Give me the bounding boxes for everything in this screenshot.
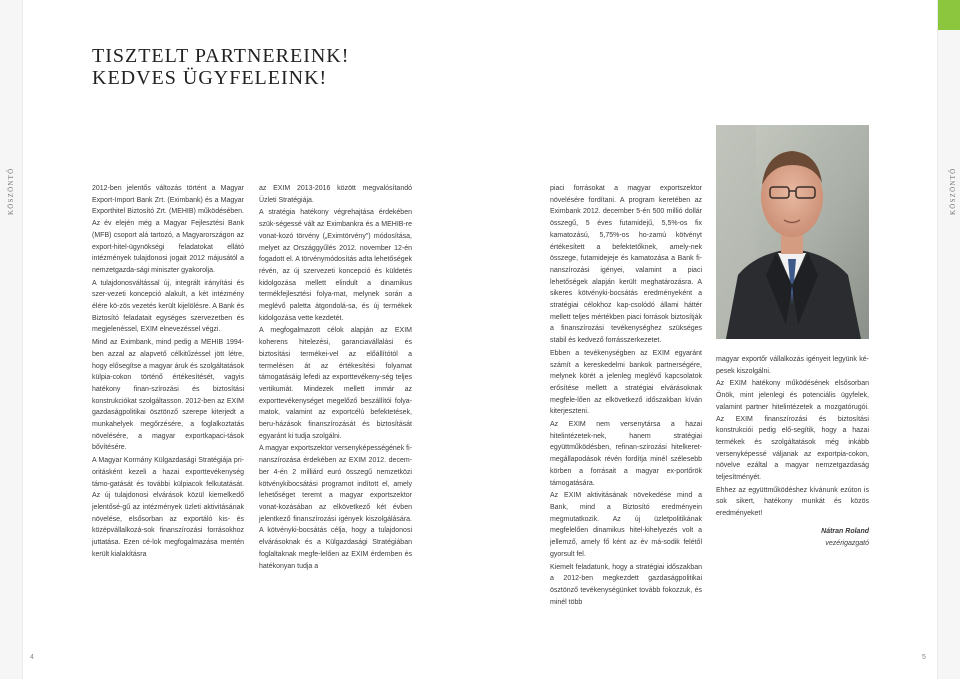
heading-line-2: KEDVES ÜGYFELEINK! xyxy=(92,67,328,89)
paragraph: Ebben a tevékenységben az EXIM egyaránt számít a kereskedelmi bankok partnerségére, melynek körét a jelenleg meglévő kapcsolatok erősítése mellett a stratégiai elvárásoknak megfele-lően az elkövetkező időszakban kíván kiterjeszteni. xyxy=(550,349,702,416)
signature-title: vezérigazgató xyxy=(825,539,869,547)
paragraph: Az EXIM nem versenytársa a hazai hitelintézetek-nek, hanem stratégiai együttműködésben, refinan-szírozási hitelkeret-megállapodások révén fordítja minél szélesebb körben a forrásait a magyar ex-portőrök támogatására. xyxy=(550,421,702,487)
side-label-right: KÖSZÖNTŐ xyxy=(949,167,957,215)
right-page-spine xyxy=(937,0,960,679)
paragraph: A tulajdonosváltással új, integrált irányítási és szer-vezeti koncepció alakult, a két intézmény élére kö-zös vezetés került kijelölésre. A Bank és Biztosító feladatait egységes szervezetben és megjelenéssel, EXIM elnevezéssel végzi. xyxy=(92,279,244,334)
paragraph: A megfogalmazott célok alapján az EXIM koherens hitelezési, garanciavállalási és biztosítási termékei-vel az előállítótól a termelésen át az értékesítési folyamat támogatásáig lefedi az exporttevékeny-ség teljes vertikumát. Mindezek mellett immár az exporttevékenységet megelőző beszállítói folya-matok, valamint az exportcélú befektetések, beru-házások finanszírozását és biztosítását egyaránt ki tudja szolgálni. xyxy=(259,327,412,440)
text-column-4 xyxy=(716,354,869,549)
text-column-3 xyxy=(550,183,702,609)
page-number-right: 5 xyxy=(922,654,926,661)
paragraph: A Magyar Kormány Külgazdasági Stratégiája pri-oritásként kezeli a hazai exporttevékenység támo-gatását és további külpiacok felkutatását. Az új tulajdonosi elvárások közül kiemelkedő jelentősé-gű az intézmények üzleti aktivitásának növelése, elsősorban az exportáló kis- és középvállalkozá-sok finanszírozási forrásokhoz juttatása. Ezen cé-lok megfogalmazása mentén került kialakításra xyxy=(92,457,244,558)
paragraph: magyar exportőr vállalkozás igényeit legyünk ké-pesek kiszolgálni. xyxy=(716,356,869,375)
text-column-1 xyxy=(92,183,244,562)
left-page-spine xyxy=(0,0,23,679)
page-number-left: 4 xyxy=(30,654,34,661)
paragraph: Mind az Eximbank, mind pedig a MEHIB 1994-ben azzal az alapvető célkitűzéssel jött létre, hogy elősegítse a magyar áruk és szolgáltatások külpia-cokon történő értékesítését, vagyis hatékony finan-szírozási és biztosítási konstrukciókat szolgáltasson. 2012-ben az EXIM gazdaságpolitikai ösztönző szerepe kiterjedt a munkahelyek megőrzésére, a foglalkoztatás növelésére, a magyar exportkapaci-tások bővítésére. xyxy=(92,339,244,452)
paragraph: Az EXIM aktivitásának növekedése mind a Bank, mind a Biztosító eredményein megmutatkozik. Az új üzletpolitikának megfelelően dinamikus hitel-kihelyezés volt a jellemző, amely fő ként az év má-sodik felétől gyorsult fel. xyxy=(550,492,702,558)
paragraph: Az EXIM hatékony működésének elsősorban Önök, mint jelenlegi és potenciális ügyfelek, valamint partner hitelintézetek a mozgatórugói. Az EXIM finanszírozási és biztosítási konstrukciói pedig elő-segítik, hogy a hazai termékek és szolgáltatások még inkább versenyképessé váljanak az exportpia-cokon, növelve ezáltal a magyar nemzetgazdaság teljesítményét. xyxy=(716,380,869,482)
page-heading xyxy=(92,45,349,89)
signature-name: Nátran Roland xyxy=(821,527,869,535)
paragraph: A magyar exportszektor versenyképességének fi-nanszírozása érdekében az EXIM 2012. decem-ber 4-én 2 milliárd euró összegű nemzetközi kötvénykibocsátási programot indított el, amely lehetőséget teremt a magyar exportszektor vonat-kozásában az elkövetkező két évben jelentkező finanszírozási igények kiszolgálására. A kötvényki-bocsátás célja, hogy a tulajdonosi elvárásoknak és a Külgazdasági Stratégiában foglaltaknak megfe-lelően az EXIM érdemben és hatékonyan tudja a xyxy=(259,445,412,570)
heading-line-1: TISZTELT PARTNEREINK! xyxy=(92,45,350,67)
paragraph: 2012-ben jelentős változás történt a Magyar Export-Import Bank Zrt. (Eximbank) és a Magyar Exporthitel Biztosító Zrt. (MEHIB) működésében. Az év elején még a Magyar Fejlesztési Bank (MFB) csoport alá tartozó, a Magyarországon az export-hitel-ügynökségi feladatokat ellátó intézmények tulajdonosi jogait 2012 májusától a nemzetgazda-sági miniszter gyakorolja. xyxy=(92,185,244,274)
paragraph: az EXIM 2013-2016 között megvalósítandó Üzleti Stratégiája. xyxy=(259,185,412,204)
section-tab-marker xyxy=(938,0,960,30)
paragraph: A stratégia hatékony végrehajtása érdekében szük-ségessé vált az Eximbankra és a MEHIB-re vonat-kozó törvény („Eximtörvény") módosítása, melyet az Országgyűlés 2012. november 12-én fogadott el. A törvénymódosítás adta lehetőségek révén, az új szervezeti koncepció és küldetés kidolgozása mellett elindult a dinamikus termékfejlesztési folya-mat, melynek során a meglévő paletta átgondolá-sa, és új termékek kidolgozása vette kezdetét. xyxy=(259,209,412,322)
paragraph: piaci forrásokat a magyar exportszektor növelésére fordítani. A program keretében az Eximbank 2012. december 5-én 500 millió dollár összegű, 5 éves futamidejű, 5,5%-os fix kamatozású, 5,75%-os ho-zamú kötvényt értékesített a befektetőknek, amely-nek összege, futamidejeje és kamatozása a Bank fi-nanszírozási igényei, valamint a piaci lehetőségek alapján került meghatározásra. A sikeres kötvényki-bocsátás eredményeként a stratégiai célokhoz kap-csolódó állami háttér mellett teljes mértékben piaci források biztosítják a finanszírozási tevékenységhez szükséges stabil és kedvező forrásszerkezetet. xyxy=(550,185,702,345)
paragraph: Ehhez az együttműködéshez kívánunk ezúton is sok sikert, hatékony munkát és közös eredményeket! xyxy=(716,486,869,518)
ceo-portrait-photo xyxy=(716,125,869,339)
side-label-left: KÖSZÖNTŐ xyxy=(7,167,15,215)
text-column-2 xyxy=(259,183,412,573)
paragraph: Kiemelt feladatunk, hogy a stratégiai időszakban a 2012-ben megkezdett gazdaságpolitikai ösztönző tevékenységünket tovább fokozzuk, és minél több xyxy=(550,563,702,606)
